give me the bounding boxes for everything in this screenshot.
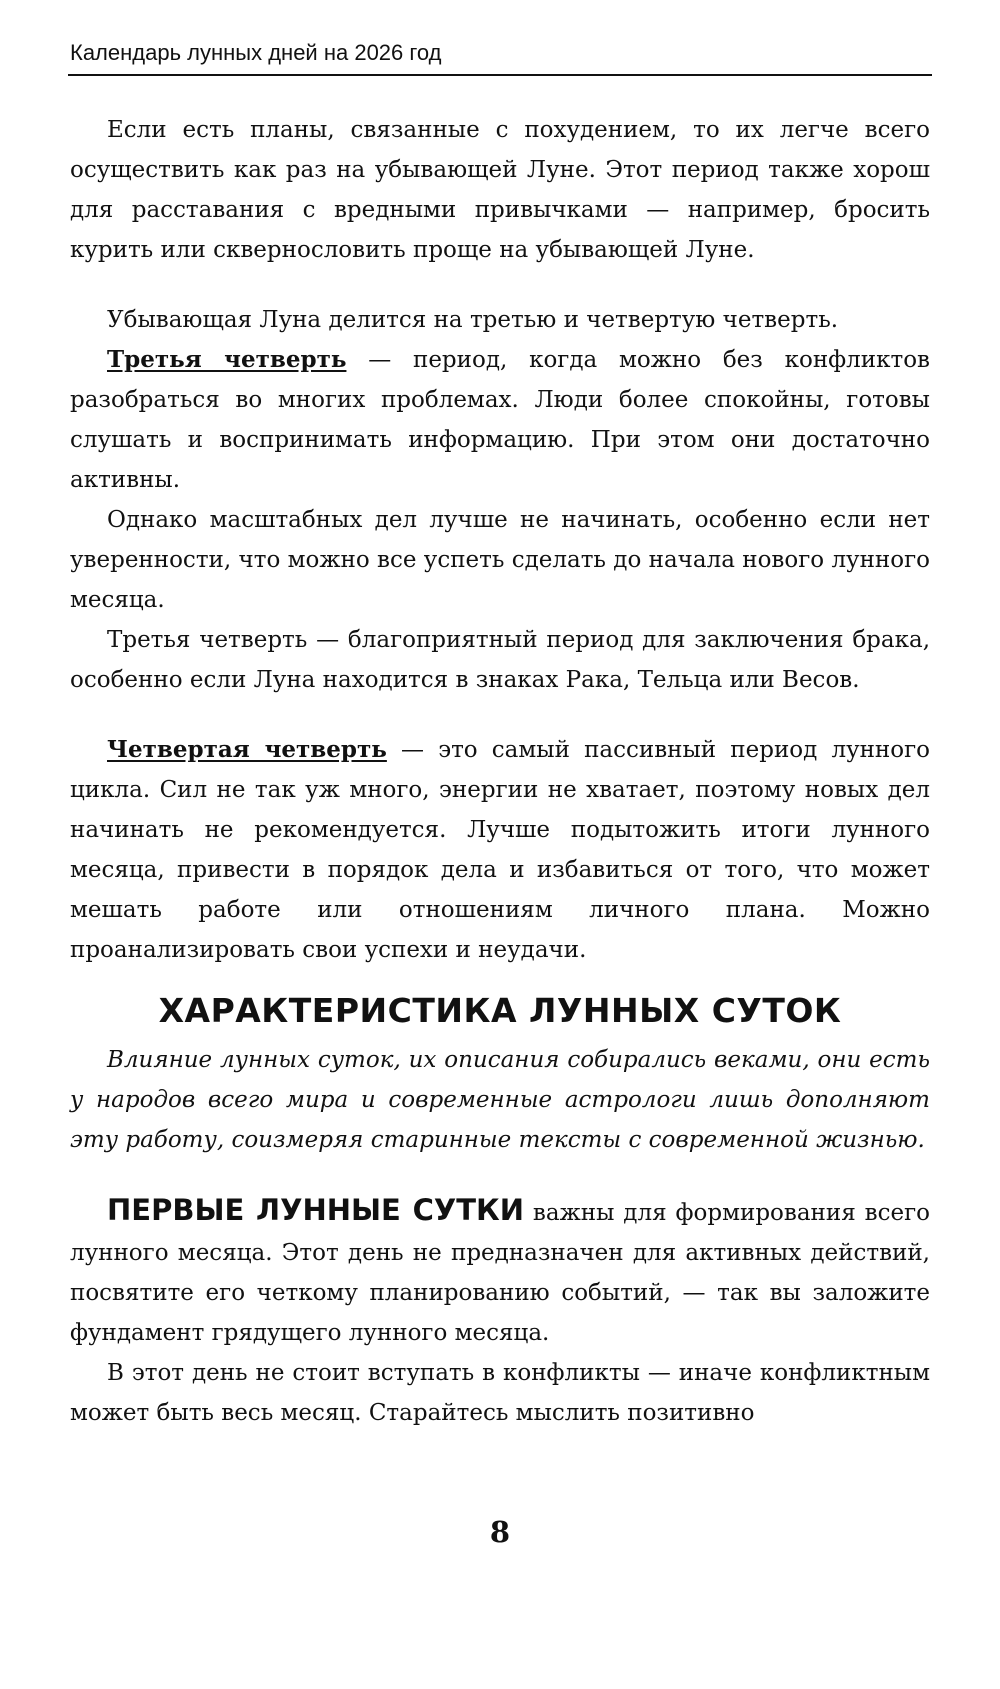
first-day-heading: ПЕРВЫЕ ЛУННЫЕ СУТКИ	[107, 1193, 524, 1227]
paragraph-third-quarter	[70, 340, 930, 500]
term-fourth-quarter: Четвертая четверть	[107, 736, 387, 763]
running-header: Календарь лунных дней на 2026 год	[70, 40, 442, 65]
paragraph-large-affairs: Однако масштабных дел лучше не начинать, особенно если нет уверенности, что можно все успеть сделать до начала нового лунного месяца.	[70, 507, 930, 613]
term-third-quarter: Третья четверть	[107, 346, 347, 373]
header-rule	[68, 74, 932, 76]
paragraph-fourth-quarter	[70, 730, 930, 970]
page-content	[70, 110, 930, 1433]
section-lead: Влияние лунных суток, их описания собирались веками, они есть у народов всего мира и современные астрологи лишь дополняют эту работу, соизмеряя старинные тексты с современной жизнью.	[70, 1047, 930, 1153]
paragraph-weight-loss: Если есть планы, связанные с похудением, то их легче всего осуществить как раз на убывающей Луне. Этот период также хорош для расставания с вредными привычками — например, бросить курить или сквернословить проще на убывающей Луне.	[70, 117, 930, 263]
page-number: 8	[489, 1515, 511, 1549]
paragraph-marriage: Третья четверть — благоприятный период для заключения брака, особенно если Луна находится в знаках Рака, Тельца или Весов.	[70, 627, 930, 693]
paragraph-first-lunar-day	[70, 1190, 930, 1353]
section-title: ХАРАКТЕРИСТИКА ЛУННЫХ СУТОК	[158, 991, 842, 1030]
first-day-text: важны для формирования всего лунного месяца. Этот день не предназначен для активных действий, посвятите его четкому планированию событий, — так вы заложите фундамент грядущего лунного месяца.	[70, 1200, 930, 1346]
paragraph-conflicts: В этот день не стоит вступать в конфликты — иначе конфликтным может быть весь месяц. Старайтесь мыслить позитивно	[70, 1360, 930, 1426]
paragraph-waning-moon-intro: Убывающая Луна делится на третью и четвертую четверть.	[107, 307, 839, 333]
fourth-quarter-text: — это самый пассивный период лунного цикла. Сил не так уж много, энергии не хватает, поэтому новых дел начинать не рекомендуется. Лучше подытожить итоги лунного месяца, привести в порядок дела и избавиться от того, что может мешать работе или отношениям личного плана. Можно проанализировать свои успехи и неудачи.	[70, 737, 930, 963]
third-quarter-text: — период, когда можно без конфликтов разобраться во многих проблемах. Люди более спокойны, готовы слушать и воспринимать информацию. При этом они достаточно активны.	[70, 347, 931, 493]
